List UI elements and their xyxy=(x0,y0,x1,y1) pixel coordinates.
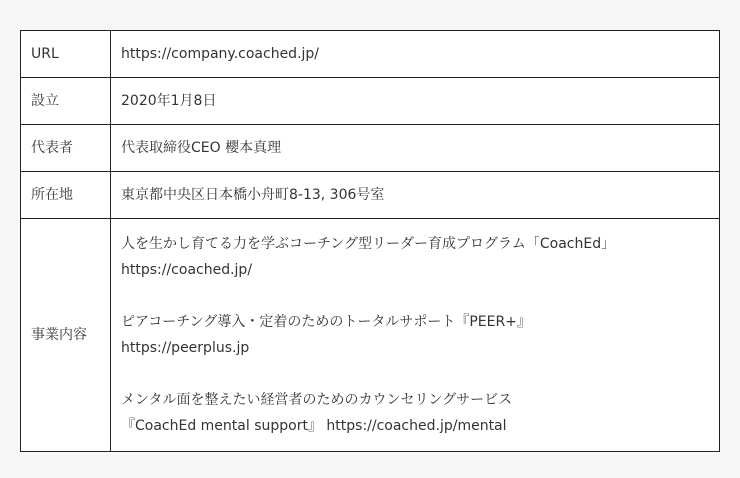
row-label-representative: 代表者 xyxy=(21,125,111,172)
business-line-coached-url[interactable]: https://coached.jp/ xyxy=(121,262,253,278)
row-label-founded: 設立 xyxy=(21,78,111,125)
business-line-spacer xyxy=(121,283,709,309)
row-value-founded: 2020年1月8日 xyxy=(111,78,720,125)
business-line-mental: メンタル面を整えたい経営者のためのカウンセリングサービス xyxy=(121,392,513,408)
business-line-peer: ピアコーチング導入・定着のためのトータルサポート『PEER+』 xyxy=(121,314,531,330)
row-label-url: URL xyxy=(21,31,111,78)
table-row-business xyxy=(21,219,720,452)
company-info-table xyxy=(20,30,720,452)
business-line-peer-url[interactable]: https://peerplus.jp xyxy=(121,340,250,356)
row-value-representative: 代表取締役CEO 櫻本真理 xyxy=(111,125,720,172)
business-line-spacer xyxy=(121,361,709,387)
business-line-mental-url[interactable]: 『CoachEd mental support』 https://coached.jp/mental xyxy=(121,418,507,434)
row-value-business xyxy=(111,219,720,452)
table-row-founded xyxy=(21,78,720,125)
table-row-representative xyxy=(21,125,720,172)
row-label-address: 所在地 xyxy=(21,172,111,219)
table-row-address xyxy=(21,172,720,219)
row-value-address: 東京都中央区日本橋小舟町8-13, 306号室 xyxy=(111,172,720,219)
row-label-business: 事業内容 xyxy=(21,219,111,452)
business-line-coached: 人を生かし育てる力を学ぶコーチング型リーダー育成プログラム「CoachEd」 xyxy=(121,236,616,252)
table-row-url xyxy=(21,31,720,78)
row-value-url: https://company.coached.jp/ xyxy=(111,31,720,78)
company-info-table-container xyxy=(20,30,720,452)
